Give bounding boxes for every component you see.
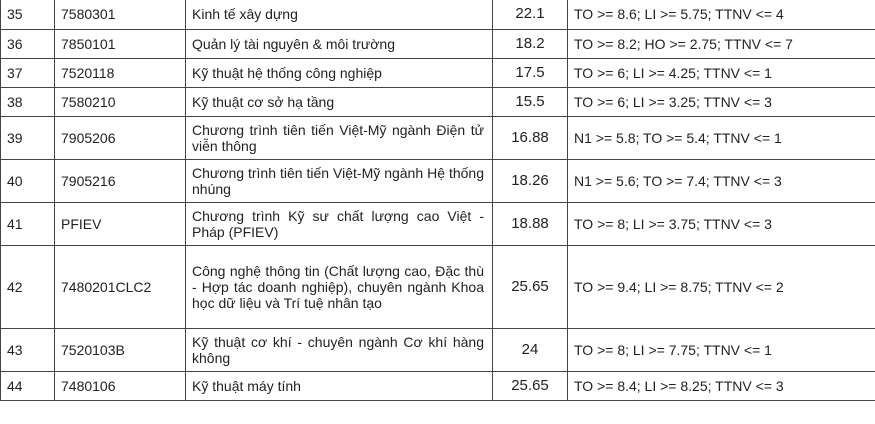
major-code: 7905216	[55, 160, 186, 203]
tiebreak-criteria: TO >= 9.4; LI >= 8.75; TTNV <= 2	[568, 246, 875, 329]
tiebreak-criteria: TO >= 8.2; HO >= 2.75; TTNV <= 7	[568, 30, 875, 59]
tiebreak-criteria: TO >= 8; LI >= 7.75; TTNV <= 1	[568, 329, 875, 372]
row-number: 36	[1, 30, 55, 59]
major-name: Chương trình tiên tiến Việt-Mỹ ngành Hệ thống nhúng	[186, 160, 493, 203]
tiebreak-criteria: N1 >= 5.8; TO >= 5.4; TTNV <= 1	[568, 117, 875, 160]
cutoff-score: 24	[493, 329, 568, 372]
table-row	[1, 0, 875, 30]
row-number: 44	[1, 372, 55, 401]
cutoff-score: 18.88	[493, 203, 568, 246]
row-number: 41	[1, 203, 55, 246]
major-code: 7480106	[55, 372, 186, 401]
tiebreak-criteria: TO >= 8.6; LI >= 5.75; TTNV <= 4	[568, 0, 875, 30]
major-code: 7520118	[55, 59, 186, 88]
tiebreak-criteria: N1 >= 5.6; TO >= 7.4; TTNV <= 3	[568, 160, 875, 203]
major-name: Chương trình tiên tiến Việt-Mỹ ngành Điện tử viễn thông	[186, 117, 493, 160]
cutoff-score: 16.88	[493, 117, 568, 160]
table-row	[1, 117, 875, 160]
major-name: Quản lý tài nguyên & môi trường	[186, 30, 493, 59]
major-code: 7580301	[55, 0, 186, 30]
row-number: 43	[1, 329, 55, 372]
cutoff-score: 25.65	[493, 246, 568, 329]
cutoff-score: 18.2	[493, 30, 568, 59]
tiebreak-criteria: TO >= 8.4; LI >= 8.25; TTNV <= 3	[568, 372, 875, 401]
major-code: 7580210	[55, 88, 186, 117]
tiebreak-criteria: TO >= 6; LI >= 4.25; TTNV <= 1	[568, 59, 875, 88]
major-name: Công nghệ thông tin (Chất lượng cao, Đặc thù - Hợp tác doanh nghiệp), chuyên ngành Khoa học dữ liệu và Trí tuệ nhân tạo	[186, 246, 493, 329]
table-row	[1, 203, 875, 246]
major-code: 7905206	[55, 117, 186, 160]
tiebreak-criteria: TO >= 8; LI >= 3.75; TTNV <= 3	[568, 203, 875, 246]
cutoff-score: 17.5	[493, 59, 568, 88]
cutoff-score: 15.5	[493, 88, 568, 117]
major-code: PFIEV	[55, 203, 186, 246]
major-name: Kỹ thuật cơ khí - chuyên ngành Cơ khí hàng không	[186, 329, 493, 372]
table-row	[1, 59, 875, 88]
row-number: 40	[1, 160, 55, 203]
major-code: 7520103B	[55, 329, 186, 372]
major-code: 7850101	[55, 30, 186, 59]
table-row	[1, 246, 875, 329]
major-name: Kỹ thuật cơ sở hạ tầng	[186, 88, 493, 117]
table-row	[1, 88, 875, 117]
major-name: Chương trình Kỹ sư chất lượng cao Việt - Pháp (PFIEV)	[186, 203, 493, 246]
major-name: Kỹ thuật hệ thống công nghiệp	[186, 59, 493, 88]
major-code: 7480201CLC2	[55, 246, 186, 329]
major-name: Kinh tế xây dựng	[186, 0, 493, 30]
table-row	[1, 160, 875, 203]
row-number: 39	[1, 117, 55, 160]
major-name: Kỹ thuật máy tính	[186, 372, 493, 401]
row-number: 35	[1, 0, 55, 30]
table-row	[1, 372, 875, 401]
cutoff-score: 18.26	[493, 160, 568, 203]
cutoff-score: 22.1	[493, 0, 568, 30]
tiebreak-criteria: TO >= 6; LI >= 3.25; TTNV <= 3	[568, 88, 875, 117]
table-row	[1, 30, 875, 59]
table-row	[1, 329, 875, 372]
row-number: 42	[1, 246, 55, 329]
cutoff-score: 25.65	[493, 372, 568, 401]
row-number: 37	[1, 59, 55, 88]
row-number: 38	[1, 88, 55, 117]
